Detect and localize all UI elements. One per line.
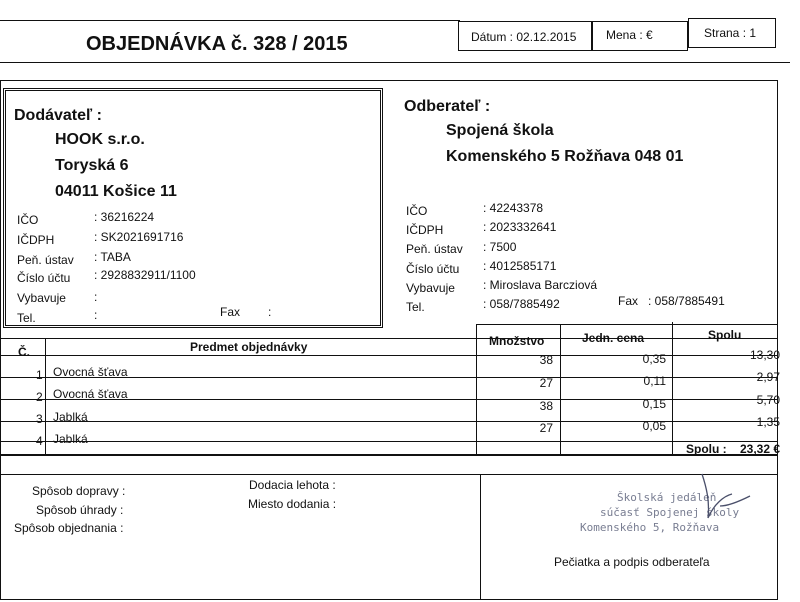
- document-title: OBJEDNÁVKA č. 328 / 2015: [86, 33, 348, 55]
- row-3-total: 5,70: [756, 393, 780, 407]
- delivery-deadline-label: Dodacia lehota :: [249, 478, 336, 492]
- supplier-ico-label: IČO: [17, 213, 39, 227]
- stamp-line-1: Školská jedáleň: [617, 491, 717, 504]
- supplier-ico-value: : 36216224: [94, 210, 155, 224]
- delivery-place-label: Miesto dodania :: [248, 497, 337, 511]
- row-1-quantity: 38: [539, 353, 553, 367]
- supplier-heading: Dodávateľ :: [14, 107, 102, 124]
- sum-value: 23,32 €: [740, 442, 781, 456]
- col-divider-total: [672, 322, 673, 454]
- row-1-total: 13,30: [749, 348, 780, 362]
- supplier-tel-value: :: [94, 308, 98, 322]
- supplier-icdph-label: IČDPH: [17, 233, 55, 247]
- supplier-street: Toryská 6: [55, 157, 129, 174]
- row-3-unit-price: 0,15: [642, 397, 666, 411]
- row-3-number: 3: [36, 412, 43, 426]
- buyer-bank-label: Peň. ústav: [406, 242, 463, 256]
- buyer-account-value: : 4012585171: [483, 259, 557, 273]
- currency-text: Mena : €: [606, 28, 653, 42]
- supplier-contact-value: :: [94, 290, 98, 304]
- supplier-contact-label: Vybavuje: [17, 291, 66, 305]
- col-header-unit-price: Jedn. cena: [582, 331, 645, 345]
- supplier-account-label: Číslo účtu: [17, 271, 71, 285]
- row-2-total: 2,97: [756, 370, 780, 384]
- buyer-tel-value: : 058/7885492: [483, 297, 560, 311]
- table-bottom-rule: [0, 474, 778, 475]
- table-top-rule: [0, 338, 778, 339]
- row-2-quantity: 27: [539, 376, 553, 390]
- buyer-account-label: Číslo účtu: [406, 262, 460, 276]
- col-header-total: Spolu: [708, 328, 742, 342]
- row-2-unit-price: 0,11: [643, 374, 666, 388]
- header-top-rule: [0, 20, 460, 21]
- col-header-quantity: Množstvo: [489, 334, 545, 348]
- buyer-heading: Odberateľ :: [404, 98, 491, 115]
- col-divider-price: [560, 324, 561, 454]
- buyer-contact-value: : Miroslava Barcziová: [483, 278, 598, 292]
- buyer-bank-value: : 7500: [483, 240, 517, 254]
- supplier-bank-value: : TABA: [94, 250, 131, 264]
- col-divider-c: [45, 338, 46, 454]
- supplier-fax-value: :: [268, 305, 272, 319]
- date-text: Dátum : 02.12.2015: [471, 30, 577, 44]
- col-divider-qty: [476, 324, 477, 454]
- table-top-rule-right: [476, 324, 778, 325]
- stamp-line-3: Komenského 5, Rožňava: [580, 521, 720, 534]
- signature-mark: [680, 466, 760, 526]
- row-3-quantity: 38: [539, 399, 553, 413]
- stamp-line-2: súčasť Spojenej školy: [600, 506, 740, 519]
- supplier-account-value: : 2928832911/1100: [94, 268, 196, 282]
- buyer-icdph-label: IČDPH: [406, 223, 444, 237]
- buyer-fax-value: : 058/7885491: [648, 294, 725, 308]
- supplier-tel-label: Tel.: [17, 311, 36, 325]
- order-method-label: Spôsob objednania :: [14, 521, 124, 535]
- signature-caption: Pečiatka a podpis odberateľa: [554, 555, 710, 569]
- header-bottom-rule: [0, 62, 790, 63]
- row-1-item: Ovocná šťava: [53, 365, 128, 379]
- payment-method-label: Spôsob úhrady :: [36, 503, 124, 517]
- buyer-ico-label: IČO: [406, 204, 428, 218]
- col-header-item: Predmet objednávky: [190, 340, 308, 354]
- page-number-text: Strana : 1: [704, 26, 757, 40]
- buyer-contact-label: Vybavuje: [406, 281, 455, 295]
- supplier-fax-label: Fax: [220, 305, 241, 319]
- buyer-ico-value: : 42243378: [483, 201, 544, 215]
- row-2-number: 2: [36, 390, 43, 404]
- supplier-icdph-value: : SK2021691716: [94, 230, 184, 244]
- footer-divider: [480, 474, 481, 600]
- buyer-name: Spojená škola: [446, 122, 554, 139]
- row-4-number: 4: [36, 434, 43, 448]
- row-4-unit-price: 0,05: [642, 419, 666, 433]
- buyer-fax-label: Fax: [618, 294, 639, 308]
- row-rule-4: [0, 441, 778, 442]
- delivery-method-label: Spôsob dopravy :: [32, 484, 126, 498]
- col-header-number: Č.: [18, 345, 30, 359]
- row-4-item: Jablká: [53, 432, 88, 446]
- buyer-icdph-value: : 2023332641: [483, 220, 557, 234]
- supplier-bank-label: Peň. ústav: [17, 253, 74, 267]
- row-3-item: Jablká: [53, 410, 88, 424]
- row-1-number: 1: [36, 368, 43, 382]
- row-4-total: 1,35: [756, 415, 780, 429]
- table-sum-rule: [0, 454, 778, 456]
- row-4-quantity: 27: [539, 421, 553, 435]
- row-2-item: Ovocná šťava: [53, 387, 128, 401]
- buyer-tel-label: Tel.: [406, 300, 425, 314]
- sum-label: Spolu :: [686, 442, 727, 456]
- buyer-address: Komenského 5 Rožňava 048 01: [446, 148, 684, 165]
- supplier-city: 04011 Košice 11: [55, 183, 177, 200]
- supplier-name: HOOK s.r.o.: [55, 131, 145, 148]
- row-1-unit-price: 0,35: [642, 352, 666, 366]
